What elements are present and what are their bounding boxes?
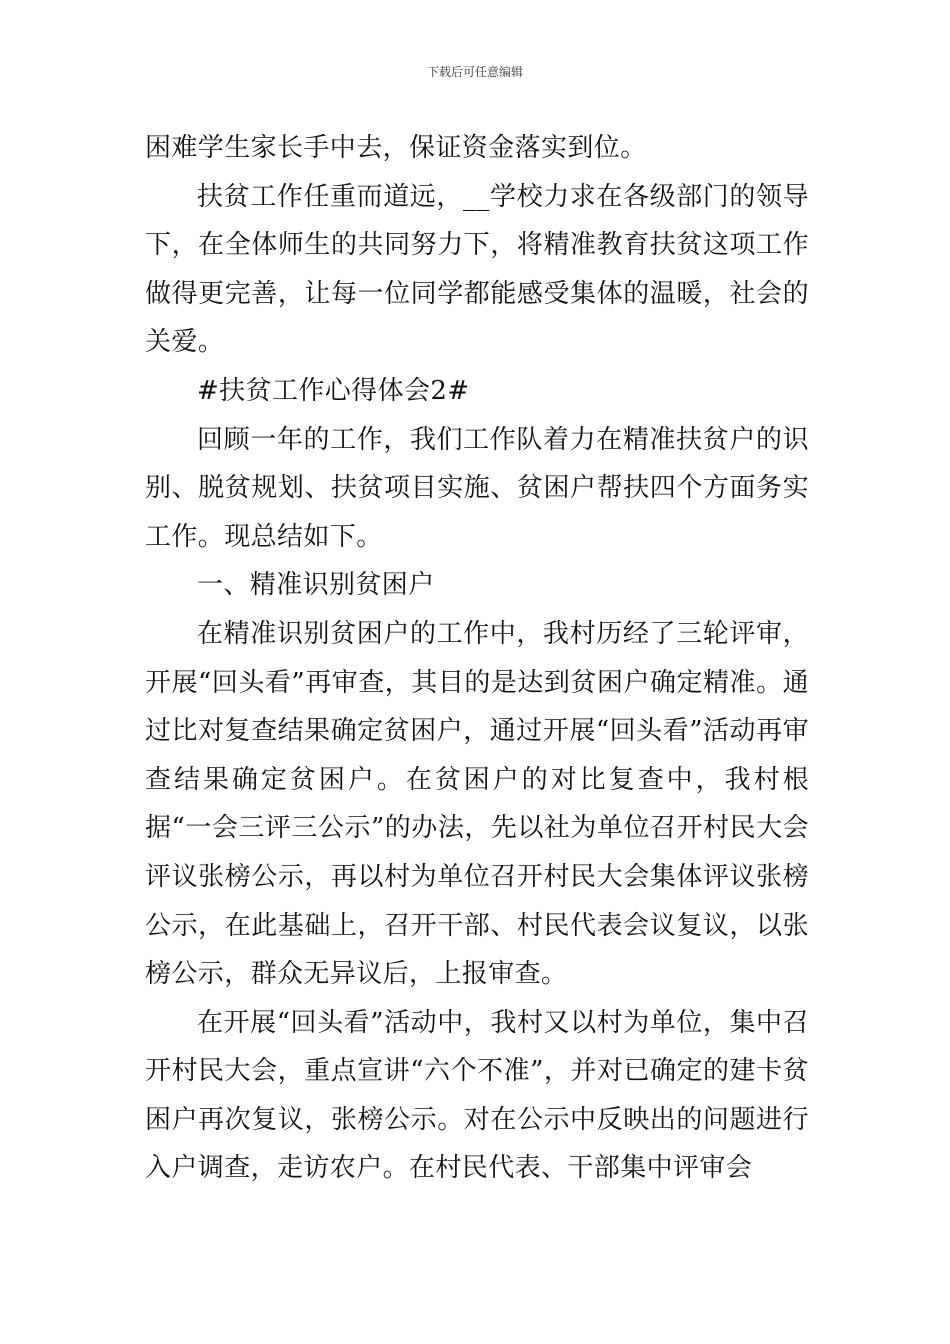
document-body: [145, 124, 809, 1193]
subsection-heading: 一、精准识别贫困户: [197, 570, 435, 601]
paragraph-look-back: 在开展“回头看”活动中，我村又以村为单位，集中召开村民大会，重点宣讲“六个不准”，并对已确定的建卡贫困户再次复议，张榜公示。对在公示中反映出的问题进行入户调查，走访农户。在村民代表、干部集中评审会: [145, 1007, 809, 1184]
paragraph-closing: 扶贫工作任重而道远，__学校力求在各级部门的领导下，在全体师生的共同努力下，将精准教育扶贫这项工作做得更完善，让每一位同学都能感受集体的温暖，社会的关爱。: [145, 181, 809, 358]
page-header: 下载后可任意编辑: [426, 65, 523, 79]
paragraph-continuation: 困难学生家长手中去，保证资金落实到位。: [145, 133, 647, 163]
paragraph-review: 回顾一年的工作，我们工作队着力在精准扶贫户的识别、脱贫规划、扶贫项目实施、贫困户帮扶四个方面务实工作。现总结如下。: [145, 424, 809, 552]
paragraph-identification: 在精准识别贫困户的工作中，我村历经了三轮评审，开展“回头看”再审查，其目的是达到贫困户确定精准。通过比对复查结果确定贫困户，通过开展“回头看”活动再审查结果确定贫困户。在贫困户的对比复查中，我村根据“一会三评三公示”的办法，先以社为单位召开村民大会评议张榜公示，再以村为单位召开村民大会集体评议张榜公示，在此基础上，召开干部、村民代表会议复议，以张榜公示，群众无异议后，上报审查。: [145, 618, 809, 990]
section-heading: #扶贫工作心得体会2#: [197, 375, 470, 406]
